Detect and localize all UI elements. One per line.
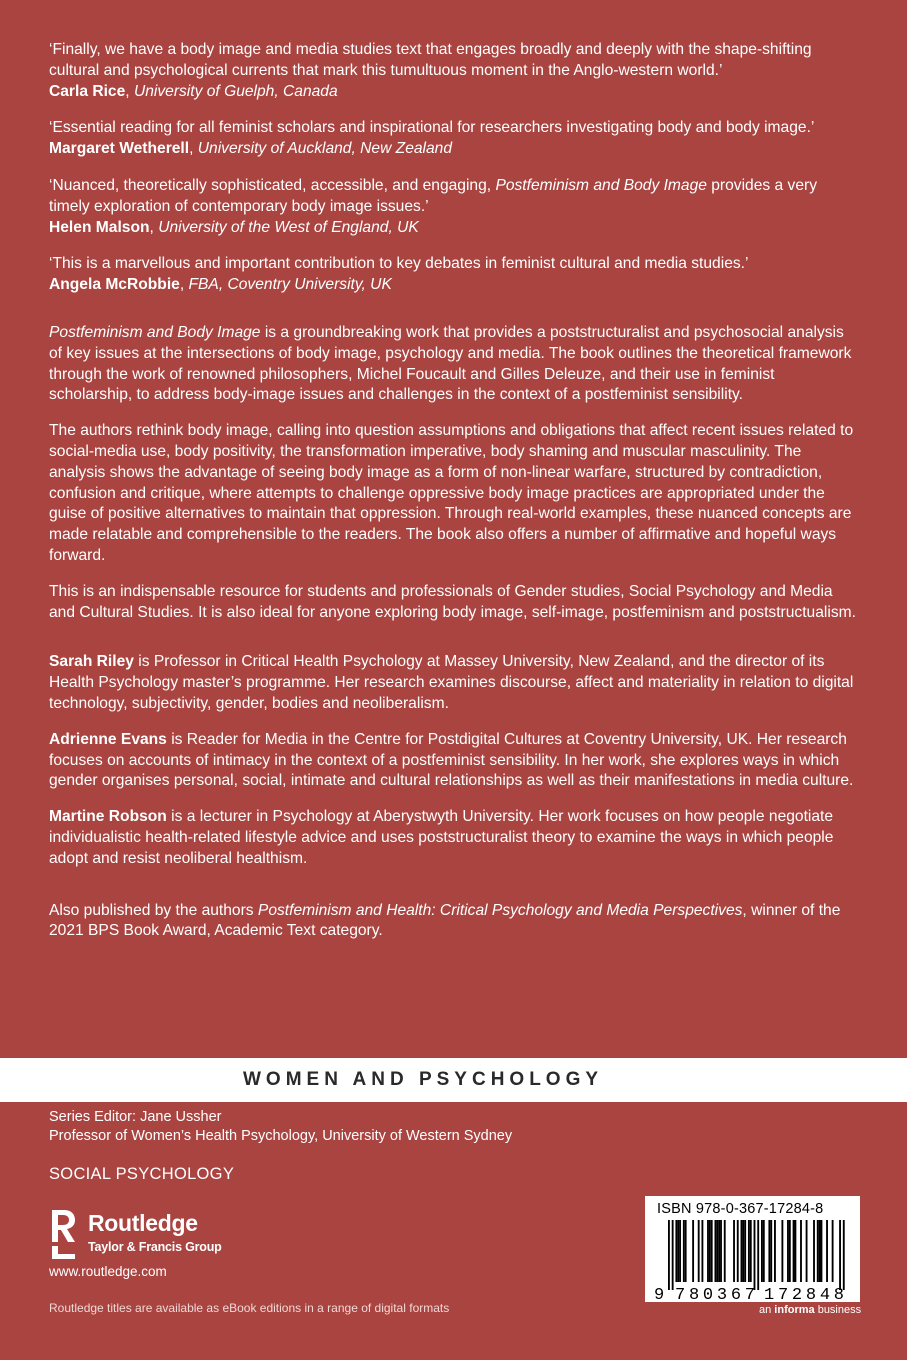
- barcode-bar: [754, 1220, 756, 1290]
- barcode-bar: [750, 1220, 752, 1282]
- barcode-bar: [787, 1220, 789, 1282]
- quote-text-before: ‘Nuanced, theoretically sophisticated, accessible, and engaging,: [49, 176, 496, 194]
- reviewer-affiliation: University of Guelph, Canada: [133, 82, 338, 100]
- barcode-bar: [692, 1220, 694, 1282]
- publisher-group: Taylor & Francis Group: [88, 1240, 222, 1254]
- informa-suffix: business: [814, 1304, 862, 1316]
- publisher-website: www.routledge.com: [49, 1264, 167, 1279]
- barcode-bar: [733, 1220, 735, 1282]
- barcode-bar: [821, 1220, 823, 1282]
- barcode-bar: [763, 1220, 765, 1282]
- informa-brand: informa: [774, 1304, 815, 1316]
- barcode-bar: [826, 1220, 828, 1282]
- barcode-bar: [806, 1220, 808, 1282]
- author-bio: [49, 652, 859, 714]
- series-editor-role: Professor of Women’s Health Psychology, University of Western Sydney: [49, 1128, 513, 1144]
- barcode-right-digits: 172848: [764, 1286, 844, 1302]
- publisher-logo: [49, 1208, 249, 1264]
- author-bio-text: is Reader for Media in the Centre for Postdigital Cultures at Coventry University, UK. Her research focuses on accounts of intimacy in the context of a postfeminist sensibility. In her work, she explores ways in which gender organises personal, social, intimate and cultural relationships as well as their manifestations in media culture.: [49, 730, 854, 790]
- author-name: Sarah Riley: [49, 653, 134, 671]
- barcode-bar: [800, 1220, 802, 1282]
- blurb-paragraph: This is an indispensable resource for students and professionals of Gender studies, Social Psychology and Media and Cultural Studies. It is also ideal for anyone exploring body image, self-image, postfeminism and poststructualism.: [49, 582, 856, 621]
- barcode-bar: [672, 1220, 674, 1290]
- reviewer-name: Carla Rice: [49, 82, 126, 100]
- also-published-after: , winner of the 2021 BPS Book Award, Academic Text category.: [49, 901, 841, 940]
- barcode-bar: [741, 1220, 743, 1282]
- publisher-name: Routledge: [88, 1210, 198, 1236]
- barcode-bar: [698, 1220, 700, 1282]
- quote-text-after: provides a very timely exploration of contemporary body image issues.’: [49, 176, 817, 215]
- barcode-graphic: [651, 1220, 857, 1302]
- blurb-text: is a groundbreaking work that provides a poststructuralist and psychosocial analysis of key issues at the intersections of body image, psychology and media. The book outlines the theoretical framework through the work of renowned philosophers, Michel Foucault and Gilles Deleuze, and their use in feminist scholarship, to address body-image issues and challenges in the context of a postfeminist sensibility.: [49, 323, 852, 404]
- barcode-bar: [748, 1220, 750, 1282]
- reviewer-name: Helen Malson: [49, 218, 150, 236]
- quote-attribution: Helen Malson, University of the West of England, UK: [49, 218, 419, 236]
- quote-text: ‘Finally, we have a body image and media studies text that engages broadly and deeply with the shape-shifting cultural and psychological currents that mark this tumultuous moment in the Anglo-western world.’: [49, 41, 812, 79]
- barcode-bar: [707, 1220, 709, 1282]
- quote-text: ‘This is a marvellous and important contribution to key debates in feminist cultural and media studies.’: [49, 255, 749, 273]
- informa-prefix: an: [759, 1304, 775, 1316]
- quote-attribution: Margaret Wetherell, University of Auckland, New Zealand: [49, 140, 453, 158]
- reviewer-name: Margaret Wetherell: [49, 140, 190, 158]
- cover-text-column: [49, 40, 859, 957]
- barcode-bar: [715, 1220, 717, 1282]
- quote-attribution: Angela McRobbie, FBA, Coventry University, UK: [49, 276, 392, 294]
- endorsement-quote: [49, 118, 859, 160]
- endorsement-quote: [49, 254, 859, 296]
- barcode-bar: [724, 1220, 726, 1282]
- barcode-bar: [839, 1220, 841, 1290]
- routledge-r-icon: [49, 1208, 77, 1260]
- also-published-title: Postfeminism and Health: Critical Psychology and Media Perspectives: [257, 901, 743, 919]
- barcode-bar: [819, 1220, 821, 1282]
- barcode-bar: [679, 1220, 681, 1282]
- author-bio-text: is Professor in Critical Health Psychology at Massey University, New Zealand, and the director of its Health Psychology master’s programme. Her research examines discourse, affect and materiality in relation to digital technology, subjectivity, gender, bodies and neoliberalism.: [49, 653, 854, 712]
- barcode-bar: [711, 1220, 713, 1282]
- blurb-paragraph: The authors rethink body image, calling into question assumptions and obligations that affect recent issues related to social-media use, body positivity, the transformation imperative, body shaming and muscular masculinity. The analysis shows the advantage of seeing body image as a form of non-linear warfare, structured by contradiction, confusion and critique, where attempts to challenge oppressive body image practices are appropriated under the guise of positive alternatives to maintain that oppression. Through real-world examples, these nuanced concepts are made relatable and comprehensible to the readers. The book also offers a number of affirmative and hopeful ways forward.: [49, 422, 854, 564]
- book-title: Postfeminism and Body Image: [49, 323, 261, 341]
- reviewer-name: Angela McRobbie: [49, 276, 180, 294]
- barcode-bar: [677, 1220, 679, 1282]
- reviewer-affiliation: University of the West of England, UK: [158, 218, 419, 236]
- barcode-bar: [744, 1220, 746, 1282]
- author-bio: [49, 730, 859, 792]
- barcode-bar: [742, 1220, 744, 1282]
- barcode-bar: [668, 1220, 670, 1290]
- blurb-paragraph: [49, 323, 859, 406]
- series-title: WOMEN AND PSYCHOLOGY: [243, 1069, 604, 1090]
- isbn-label: ISBN 978-0-367-17284-8: [657, 1201, 824, 1217]
- barcode-bar: [813, 1220, 815, 1282]
- barcode-bar: [709, 1220, 711, 1282]
- quote-text: [49, 177, 817, 215]
- barcode-bar: [843, 1220, 845, 1290]
- barcode-bar: [761, 1220, 763, 1282]
- barcode-bar: [768, 1220, 770, 1282]
- informa-business-note: [759, 1304, 861, 1316]
- barcode-left-digits: 780367: [675, 1286, 755, 1302]
- reviewer-affiliation: University of Auckland, New Zealand: [197, 140, 453, 158]
- author-name: Martine Robson: [49, 808, 167, 826]
- barcode-bar: [789, 1220, 791, 1282]
- also-published-note: [49, 901, 859, 943]
- ebook-note: Routledge titles are available as eBook editions in a range of digital formats: [49, 1301, 450, 1315]
- reviewer-affiliation: FBA, Coventry University, UK: [188, 276, 392, 294]
- quote-book-title: Postfeminism and Body Image: [495, 176, 707, 194]
- series-editor-line: Series Editor: Jane Ussher: [49, 1109, 222, 1125]
- subject-category: SOCIAL PSYCHOLOGY: [49, 1165, 235, 1183]
- barcode-bar: [774, 1220, 776, 1282]
- series-editor: [49, 1108, 512, 1146]
- barcode-bar: [757, 1220, 759, 1290]
- barcode-bar: [716, 1220, 718, 1282]
- barcode-bar: [793, 1220, 795, 1282]
- isbn-barcode: [645, 1196, 860, 1302]
- endorsement-quote: [49, 176, 859, 238]
- barcode-first-digit: 9: [654, 1286, 665, 1302]
- barcode-bar: [794, 1220, 796, 1282]
- barcode-bar: [817, 1220, 819, 1282]
- barcode-bar: [718, 1220, 720, 1282]
- barcode-bar: [770, 1220, 772, 1282]
- barcode-bar: [675, 1220, 677, 1282]
- also-published-before: Also published by the authors: [49, 901, 258, 919]
- barcode-bar: [737, 1220, 739, 1282]
- quote-attribution: Carla Rice, University of Guelph, Canada: [49, 82, 338, 100]
- barcode-bar: [720, 1220, 722, 1282]
- barcode-bar: [701, 1220, 703, 1282]
- endorsement-quote: [49, 40, 859, 102]
- author-bio: [49, 807, 859, 869]
- author-name: Adrienne Evans: [49, 730, 167, 748]
- author-bio-text: is a lecturer in Psychology at Aberystwyth University. Her work focuses on how people negotiate individualistic health-related lifestyle advice and uses poststructuralist theory to examine the ways in which people adopt and resist neoliberal healthism.: [49, 808, 834, 867]
- quote-text: ‘Essential reading for all feminist scholars and inspirational for researchers investigating body and body image.’: [49, 119, 815, 137]
- barcode-bar: [685, 1220, 687, 1282]
- barcode-bar: [781, 1220, 783, 1282]
- barcode-bar: [683, 1220, 685, 1282]
- barcode-bar: [832, 1220, 834, 1282]
